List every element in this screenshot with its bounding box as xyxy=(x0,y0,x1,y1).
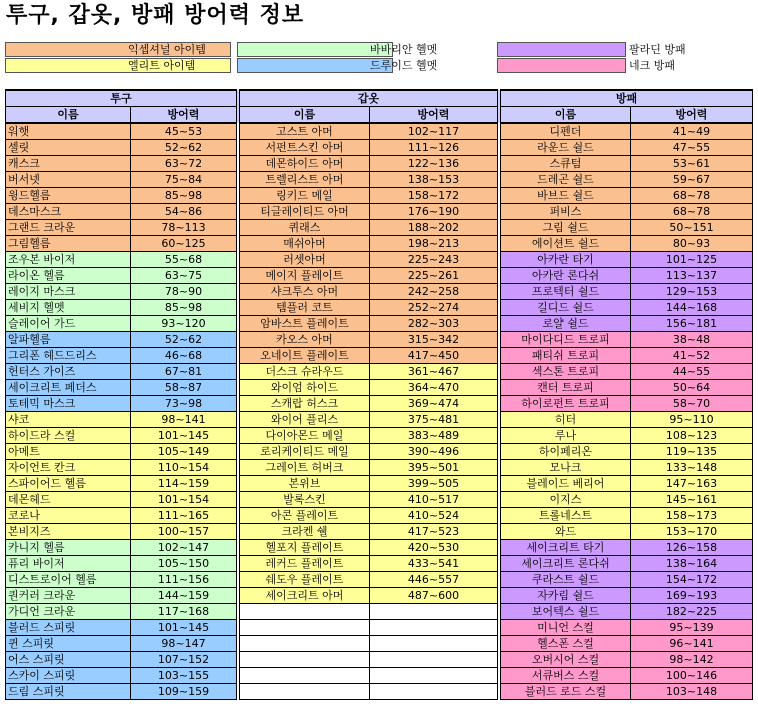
shield-name-cell: 블레이드 베리어 xyxy=(501,476,631,492)
shield-name-cell: 자카림 쉴드 xyxy=(501,588,631,604)
armor-name-cell xyxy=(240,604,370,620)
legend-label-necro: 네크 방패 xyxy=(629,59,676,72)
shield-name-cell: 로얄 쉴드 xyxy=(501,316,631,332)
shield-name-cell: 블러드 로드 스컬 xyxy=(501,684,631,700)
armor-name-cell: 헬포지 플레이트 xyxy=(240,540,370,556)
armor-name-cell xyxy=(240,668,370,684)
helm-name-cell: 워햇 xyxy=(6,123,131,140)
shield-defense-cell: 50~64 xyxy=(631,380,753,396)
shield-defense-cell: 41~52 xyxy=(631,348,753,364)
shield-name-cell: 이지스 xyxy=(501,492,631,508)
armor-defense-cell: 188~202 xyxy=(370,220,498,236)
helm-defense-cell: 67~81 xyxy=(131,364,237,380)
helm-defense-cell: 103~155 xyxy=(131,668,237,684)
armor-defense-cell: 225~243 xyxy=(370,252,498,268)
helm-name-cell: 데스마스크 xyxy=(6,204,131,220)
table-row xyxy=(6,284,753,300)
armor-defense-cell: 417~523 xyxy=(370,524,498,540)
helm-name-cell: 세이크리트 페더스 xyxy=(6,380,131,396)
shield-defense-cell: 96~141 xyxy=(631,636,753,652)
armor-defense-cell: 361~467 xyxy=(370,364,498,380)
armor-defense-cell: 446~557 xyxy=(370,572,498,588)
armor-defense-cell: 410~517 xyxy=(370,492,498,508)
shield-defense-cell: 154~172 xyxy=(631,572,753,588)
helm-name-cell: 드림 스피릿 xyxy=(6,684,131,700)
armor-name-cell: 그레이트 허버크 xyxy=(240,460,370,476)
shield-defense-cell: 138~164 xyxy=(631,556,753,572)
armor-defense-cell: 369~474 xyxy=(370,396,498,412)
helm-name-cell: 세비지 헬멧 xyxy=(6,300,131,316)
helm-defense-cell: 144~159 xyxy=(131,588,237,604)
column-header-defense: 방어력 xyxy=(631,107,753,124)
table-row xyxy=(6,476,753,492)
armor-name-cell: 레커드 플레이트 xyxy=(240,556,370,572)
shield-name-cell: 보어텍스 쉴드 xyxy=(501,604,631,620)
shield-name-cell: 드레곤 쉴드 xyxy=(501,172,631,188)
table-row xyxy=(6,364,753,380)
table-row xyxy=(6,123,753,140)
helm-defense-cell: 114~159 xyxy=(131,476,237,492)
shield-defense-cell: 169~193 xyxy=(631,588,753,604)
helm-name-cell: 블러드 스피릿 xyxy=(6,620,131,636)
shield-name-cell: 프로텍터 쉴드 xyxy=(501,284,631,300)
column-header-name: 이름 xyxy=(240,107,370,124)
shield-name-cell: 와드 xyxy=(501,524,631,540)
helm-name-cell: 그랜드 크라운 xyxy=(6,220,131,236)
shield-defense-cell: 98~142 xyxy=(631,652,753,668)
armor-name-cell: 다이아몬드 메일 xyxy=(240,428,370,444)
table-row xyxy=(6,508,753,524)
helm-name-cell: 버서넷 xyxy=(6,172,131,188)
table-row xyxy=(6,636,753,652)
shield-defense-cell: 108~123 xyxy=(631,428,753,444)
table-row xyxy=(6,492,753,508)
helm-name-cell: 윙드헬름 xyxy=(6,188,131,204)
armor-name-cell: 매쉬아머 xyxy=(240,236,370,252)
shield-name-cell: 미니언 스컬 xyxy=(501,620,631,636)
armor-defense-cell: 176~190 xyxy=(370,204,498,220)
armor-defense-cell: 111~126 xyxy=(370,140,498,156)
shield-name-cell: 아카란 론다쉬 xyxy=(501,268,631,284)
shield-name-cell: 캔터 트로피 xyxy=(501,380,631,396)
armor-name-cell: 템플러 코트 xyxy=(240,300,370,316)
helm-defense-cell: 105~149 xyxy=(131,444,237,460)
shield-defense-cell: 41~49 xyxy=(631,123,753,140)
shield-name-cell: 세이크리트 론다쉬 xyxy=(501,556,631,572)
helm-defense-cell: 63~75 xyxy=(131,268,237,284)
table-row xyxy=(6,684,753,700)
shield-defense-cell: 153~170 xyxy=(631,524,753,540)
shield-defense-cell: 158~173 xyxy=(631,508,753,524)
shield-name-cell: 하이페리온 xyxy=(501,444,631,460)
armor-name-cell: 메이지 플레이트 xyxy=(240,268,370,284)
armor-defense-cell: 487~600 xyxy=(370,588,498,604)
shield-defense-cell: 44~55 xyxy=(631,364,753,380)
helm-name-cell: 퓨리 바이저 xyxy=(6,556,131,572)
helm-name-cell: 그림헬름 xyxy=(6,236,131,252)
shield-name-cell: 트롤네스트 xyxy=(501,508,631,524)
armor-name-cell: 퀴래스 xyxy=(240,220,370,236)
table-row xyxy=(6,604,753,620)
helm-name-cell: 아메트 xyxy=(6,444,131,460)
shield-name-cell: 스큐텀 xyxy=(501,156,631,172)
shield-name-cell: 섹스톤 트로피 xyxy=(501,364,631,380)
armor-name-cell xyxy=(240,620,370,636)
helm-name-cell: 헌터스 가이즈 xyxy=(6,364,131,380)
section-title-helm: 투구 xyxy=(6,90,237,107)
helm-defense-cell: 78~90 xyxy=(131,284,237,300)
helm-defense-cell: 45~53 xyxy=(131,123,237,140)
legend-label-barbarian: 바바리안 헬멧 xyxy=(370,43,438,56)
armor-defense-cell: 225~261 xyxy=(370,268,498,284)
helm-name-cell: 카니지 헬름 xyxy=(6,540,131,556)
shield-defense-cell: 95~139 xyxy=(631,620,753,636)
table-row xyxy=(6,236,753,252)
shield-defense-cell: 133~148 xyxy=(631,460,753,476)
table-row xyxy=(6,348,753,364)
helm-defense-cell: 85~98 xyxy=(131,188,237,204)
helm-name-cell: 라이온 헬름 xyxy=(6,268,131,284)
helm-defense-cell: 52~62 xyxy=(131,140,237,156)
helm-defense-cell: 98~147 xyxy=(131,636,237,652)
armor-name-cell: 발록스킨 xyxy=(240,492,370,508)
armor-name-cell xyxy=(240,684,370,700)
shield-name-cell: 바브드 쉴드 xyxy=(501,188,631,204)
shield-name-cell: 헬스폰 스컬 xyxy=(501,636,631,652)
helm-defense-cell: 101~154 xyxy=(131,492,237,508)
armor-name-cell: 오네이트 플레이트 xyxy=(240,348,370,364)
armor-defense-cell: 420~530 xyxy=(370,540,498,556)
helm-defense-cell: 63~72 xyxy=(131,156,237,172)
armor-defense-cell: 102~117 xyxy=(370,123,498,140)
armor-name-cell: 쉐도우 플레이트 xyxy=(240,572,370,588)
armor-name-cell: 샤크투스 아머 xyxy=(240,284,370,300)
legend-label-druid: 드루이드 헬멧 xyxy=(370,59,438,72)
armor-name-cell xyxy=(240,636,370,652)
table-row xyxy=(6,444,753,460)
armor-name-cell: 로리케이티드 메일 xyxy=(240,444,370,460)
table-row xyxy=(6,540,753,556)
armor-defense-cell: 122~136 xyxy=(370,156,498,172)
legend-label-exceptional: 익셉셔널 아이템 xyxy=(128,43,206,56)
shield-name-cell: 루나 xyxy=(501,428,631,444)
shield-name-cell: 하이로펀트 트로피 xyxy=(501,396,631,412)
armor-defense-cell: 375~481 xyxy=(370,412,498,428)
armor-name-cell: 고스트 아머 xyxy=(240,123,370,140)
armor-defense-cell: 242~258 xyxy=(370,284,498,300)
armor-defense-cell: 410~524 xyxy=(370,508,498,524)
armor-name-cell: 와이어 플리스 xyxy=(240,412,370,428)
shield-defense-cell: 47~55 xyxy=(631,140,753,156)
shield-defense-cell: 119~135 xyxy=(631,444,753,460)
armor-defense-cell: 138~153 xyxy=(370,172,498,188)
armor-defense-cell: 198~213 xyxy=(370,236,498,252)
shield-name-cell: 길디드 쉴드 xyxy=(501,300,631,316)
helm-name-cell: 셀릿 xyxy=(6,140,131,156)
section-title-shield: 방패 xyxy=(501,90,753,107)
helm-defense-cell: 100~157 xyxy=(131,524,237,540)
helm-name-cell: 샤코 xyxy=(6,412,131,428)
shield-defense-cell: 182~225 xyxy=(631,604,753,620)
armor-defense-cell: 364~470 xyxy=(370,380,498,396)
helm-defense-cell: 102~147 xyxy=(131,540,237,556)
helm-name-cell: 어스 스피릿 xyxy=(6,652,131,668)
helm-name-cell: 가디언 크라운 xyxy=(6,604,131,620)
shield-defense-cell: 101~125 xyxy=(631,252,753,268)
shield-defense-cell: 95~110 xyxy=(631,412,753,428)
armor-name-cell: 암바스트 플레이트 xyxy=(240,316,370,332)
legend-swatch-necro xyxy=(497,58,626,73)
helm-name-cell: 스파이어드 헬름 xyxy=(6,476,131,492)
shield-name-cell: 아카란 타기 xyxy=(501,252,631,268)
helm-name-cell: 코로나 xyxy=(6,508,131,524)
shield-defense-cell: 50~151 xyxy=(631,220,753,236)
helm-defense-cell: 93~120 xyxy=(131,316,237,332)
armor-defense-cell: 417~450 xyxy=(370,348,498,364)
table-row xyxy=(6,316,753,332)
armor-name-cell: 링키드 메일 xyxy=(240,188,370,204)
shield-name-cell: 쿠라스트 쉴드 xyxy=(501,572,631,588)
shield-defense-cell: 80~93 xyxy=(631,236,753,252)
legend-label-elite: 엘리트 아이템 xyxy=(128,59,196,72)
shield-name-cell: 퍼비스 xyxy=(501,204,631,220)
helm-name-cell: 스카이 스피릿 xyxy=(6,668,131,684)
shield-name-cell: 라운드 쉴드 xyxy=(501,140,631,156)
table-row xyxy=(6,172,753,188)
helm-name-cell: 퀸 스피릿 xyxy=(6,636,131,652)
column-header-defense: 방어력 xyxy=(131,107,237,124)
shield-name-cell: 디펜더 xyxy=(501,123,631,140)
armor-defense-cell xyxy=(370,652,498,668)
armor-name-cell: 러셋아머 xyxy=(240,252,370,268)
helm-defense-cell: 54~86 xyxy=(131,204,237,220)
helm-defense-cell: 60~125 xyxy=(131,236,237,252)
armor-defense-cell: 383~489 xyxy=(370,428,498,444)
armor-name-cell: 서펀트스킨 아머 xyxy=(240,140,370,156)
shield-name-cell: 에이션트 쉴드 xyxy=(501,236,631,252)
helm-name-cell: 토테믹 마스크 xyxy=(6,396,131,412)
armor-name-cell: 데몬하이드 아머 xyxy=(240,156,370,172)
helm-defense-cell: 98~141 xyxy=(131,412,237,428)
shield-defense-cell: 156~181 xyxy=(631,316,753,332)
column-header-name: 이름 xyxy=(501,107,631,124)
armor-name-cell: 세이크리트 아머 xyxy=(240,588,370,604)
shield-defense-cell: 144~168 xyxy=(631,300,753,316)
table-row xyxy=(6,460,753,476)
helm-name-cell: 캐스크 xyxy=(6,156,131,172)
armor-name-cell: 와이엄 하이드 xyxy=(240,380,370,396)
armor-name-cell: 카오스 아머 xyxy=(240,332,370,348)
shield-defense-cell: 68~78 xyxy=(631,204,753,220)
helm-name-cell: 디스트로이어 헬름 xyxy=(6,572,131,588)
helm-defense-cell: 117~168 xyxy=(131,604,237,620)
shield-defense-cell: 129~153 xyxy=(631,284,753,300)
helm-defense-cell: 101~145 xyxy=(131,428,237,444)
helm-name-cell: 자이언트 칸크 xyxy=(6,460,131,476)
helm-defense-cell: 73~98 xyxy=(131,396,237,412)
shield-defense-cell: 58~70 xyxy=(631,396,753,412)
table-row xyxy=(6,572,753,588)
table-row xyxy=(6,412,753,428)
armor-name-cell: 트렐리스트 아머 xyxy=(240,172,370,188)
table-row xyxy=(6,668,753,684)
helm-name-cell: 퀀커러 크라운 xyxy=(6,588,131,604)
table-row xyxy=(6,332,753,348)
table-row xyxy=(6,556,753,572)
armor-defense-cell xyxy=(370,668,498,684)
helm-name-cell: 알파헬름 xyxy=(6,332,131,348)
table-row xyxy=(6,380,753,396)
shield-defense-cell: 126~158 xyxy=(631,540,753,556)
armor-name-cell: 크라켄 쉘 xyxy=(240,524,370,540)
helm-name-cell: 조우본 바이저 xyxy=(6,252,131,268)
armor-defense-cell: 282~303 xyxy=(370,316,498,332)
section-title-armor: 갑옷 xyxy=(240,90,498,107)
helm-name-cell: 레이지 마스크 xyxy=(6,284,131,300)
shield-defense-cell: 59~67 xyxy=(631,172,753,188)
armor-defense-cell: 252~274 xyxy=(370,300,498,316)
armor-defense-cell: 395~501 xyxy=(370,460,498,476)
armor-defense-cell xyxy=(370,604,498,620)
helm-defense-cell: 110~154 xyxy=(131,460,237,476)
table-row xyxy=(6,652,753,668)
shield-name-cell: 서큐버스 스컬 xyxy=(501,668,631,684)
table-row xyxy=(6,252,753,268)
shield-defense-cell: 145~161 xyxy=(631,492,753,508)
shield-defense-cell: 68~78 xyxy=(631,188,753,204)
table-row xyxy=(6,204,753,220)
armor-name-cell: 본위브 xyxy=(240,476,370,492)
table-row xyxy=(6,428,753,444)
table-row xyxy=(6,220,753,236)
defense-table xyxy=(5,89,753,700)
helm-defense-cell: 111~165 xyxy=(131,508,237,524)
legend-swatch-paladin xyxy=(497,42,626,57)
helm-name-cell: 슬레이어 가드 xyxy=(6,316,131,332)
table-row xyxy=(6,620,753,636)
shield-name-cell: 패티쉬 트로피 xyxy=(501,348,631,364)
shield-defense-cell: 53~61 xyxy=(631,156,753,172)
shield-defense-cell: 38~48 xyxy=(631,332,753,348)
helm-name-cell: 본비지즈 xyxy=(6,524,131,540)
armor-name-cell: 스캐랍 허스크 xyxy=(240,396,370,412)
page-title: 투구, 갑옷, 방패 방어력 정보 xyxy=(6,3,305,28)
helm-defense-cell: 55~68 xyxy=(131,252,237,268)
shield-name-cell: 세이크리트 타기 xyxy=(501,540,631,556)
armor-defense-cell xyxy=(370,620,498,636)
helm-defense-cell: 105~150 xyxy=(131,556,237,572)
armor-defense-cell: 433~541 xyxy=(370,556,498,572)
armor-defense-cell: 399~505 xyxy=(370,476,498,492)
armor-defense-cell xyxy=(370,684,498,700)
shield-defense-cell: 100~146 xyxy=(631,668,753,684)
armor-name-cell: 더스크 슈라우드 xyxy=(240,364,370,380)
armor-name-cell xyxy=(240,652,370,668)
shield-name-cell: 마이다디드 트로피 xyxy=(501,332,631,348)
column-header-name: 이름 xyxy=(6,107,131,124)
helm-defense-cell: 111~156 xyxy=(131,572,237,588)
armor-name-cell: 아콘 플레이트 xyxy=(240,508,370,524)
helm-name-cell: 그리폰 헤드드리스 xyxy=(6,348,131,364)
shield-defense-cell: 113~137 xyxy=(631,268,753,284)
table-row xyxy=(6,156,753,172)
column-header-defense: 방어력 xyxy=(370,107,498,124)
helm-defense-cell: 46~68 xyxy=(131,348,237,364)
shield-name-cell: 그림 쉴드 xyxy=(501,220,631,236)
armor-defense-cell: 390~496 xyxy=(370,444,498,460)
shield-name-cell: 오버시어 스컬 xyxy=(501,652,631,668)
table-row xyxy=(6,524,753,540)
helm-defense-cell: 58~87 xyxy=(131,380,237,396)
table-row xyxy=(6,268,753,284)
helm-defense-cell: 85~98 xyxy=(131,300,237,316)
shield-defense-cell: 103~148 xyxy=(631,684,753,700)
shield-defense-cell: 147~163 xyxy=(631,476,753,492)
table-row xyxy=(6,188,753,204)
table-row xyxy=(6,300,753,316)
helm-name-cell: 데몬헤드 xyxy=(6,492,131,508)
armor-name-cell: 티글레이티드 아머 xyxy=(240,204,370,220)
shield-name-cell: 히터 xyxy=(501,412,631,428)
helm-defense-cell: 101~145 xyxy=(131,620,237,636)
legend-swatch-elite xyxy=(5,58,231,73)
legend-label-paladin: 팔라딘 방패 xyxy=(629,43,686,56)
shield-name-cell: 모나크 xyxy=(501,460,631,476)
table-row xyxy=(6,396,753,412)
helm-defense-cell: 78~113 xyxy=(131,220,237,236)
armor-defense-cell: 315~342 xyxy=(370,332,498,348)
armor-defense-cell: 158~172 xyxy=(370,188,498,204)
armor-defense-cell xyxy=(370,636,498,652)
helm-name-cell: 하이드라 스컬 xyxy=(6,428,131,444)
helm-defense-cell: 52~62 xyxy=(131,332,237,348)
helm-defense-cell: 109~159 xyxy=(131,684,237,700)
table-row xyxy=(6,588,753,604)
helm-defense-cell: 75~84 xyxy=(131,172,237,188)
helm-defense-cell: 107~152 xyxy=(131,652,237,668)
table-row xyxy=(6,140,753,156)
